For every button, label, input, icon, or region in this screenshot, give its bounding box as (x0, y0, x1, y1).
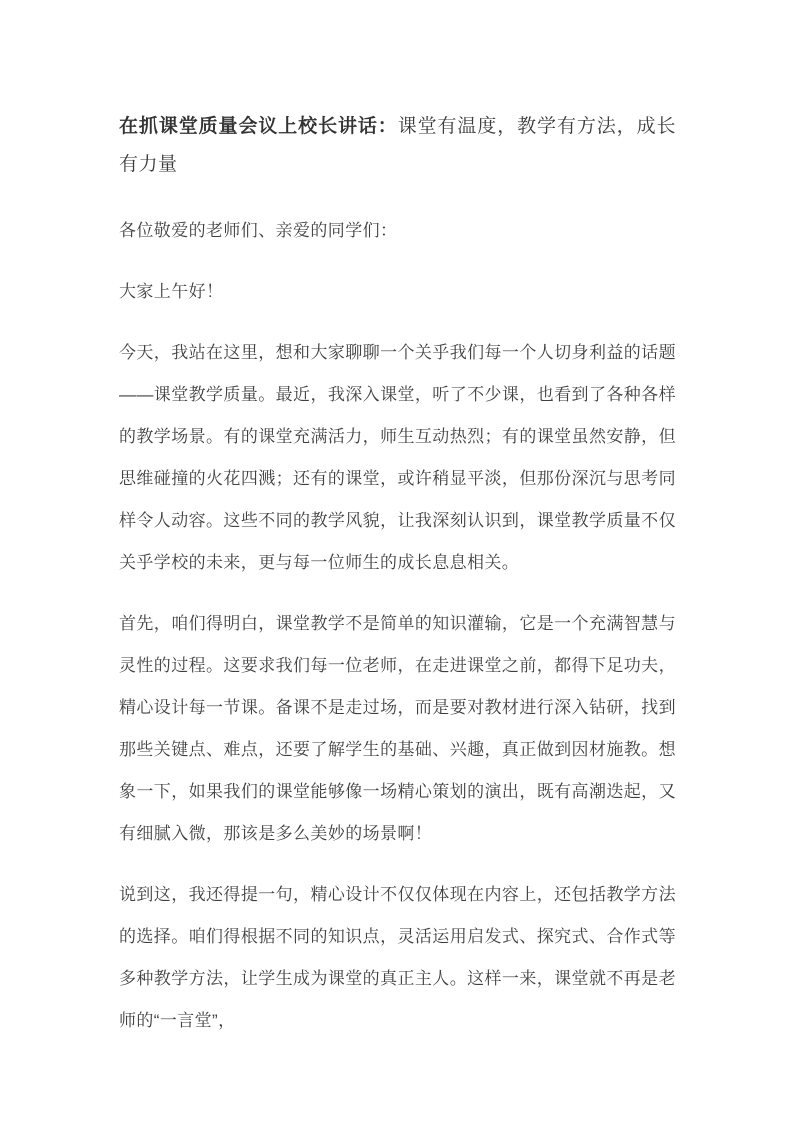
document-title (119, 108, 676, 184)
paragraph-body-3: 说到这，我还得提一句，精心设计不仅仅体现在内容上，还包括教学方法的选择。咱们得根据不同的知识点，灵活运用启发式、探究式、合作式等多种教学方法，让学生成为课堂的真正主人。这样一来，课堂就不再是老师的“一言堂”， (119, 885, 676, 1030)
document-title-lead: 在抓课堂质量会议上校长讲话： (119, 116, 398, 137)
paragraph-body-2: 首先，咱们得明白，课堂教学不是简单的知识灌输，它是一个充满智慧与灵性的过程。这要求我们每一位老师，在走进课堂之前，都得下足功夫，精心设计每一节课。备课不是走过场，而是要对教材进行深入钻研，找到那些关键点、难点，还要了解学生的基础、兴趣，真正做到因材施教。想象一下，如果我们的课堂能够像一场精心策划的演出，既有高潮迭起，又有细腻入微，那该是多么美妙的场景啊！ (119, 614, 676, 843)
paragraph-salutation: 各位敬爱的老师们、亲爱的同学们： (119, 221, 398, 240)
paragraph-body-1: 今天，我站在这里，想和大家聊聊一个关乎我们每一个人切身利益的话题——课堂教学质量。最近，我深入课堂，听了不少课，也看到了各种各样的教学场景。有的课堂充满活力，师生互动热烈；有的课堂虽然安静，但思维碰撞的火花四溅；还有的课堂，或许稍显平淡，但那份深沉与思考同样令人动容。这些不同的教学风貌，让我深刻认识到，课堂教学质量不仅关乎学校的未来，更与每一位师生的成长息息相关。 (119, 343, 676, 572)
paragraph-greeting: 大家上午好！ (119, 282, 224, 301)
document-title-subtitle: 课堂有温度，教学有方法，成长有力量 (119, 116, 676, 175)
